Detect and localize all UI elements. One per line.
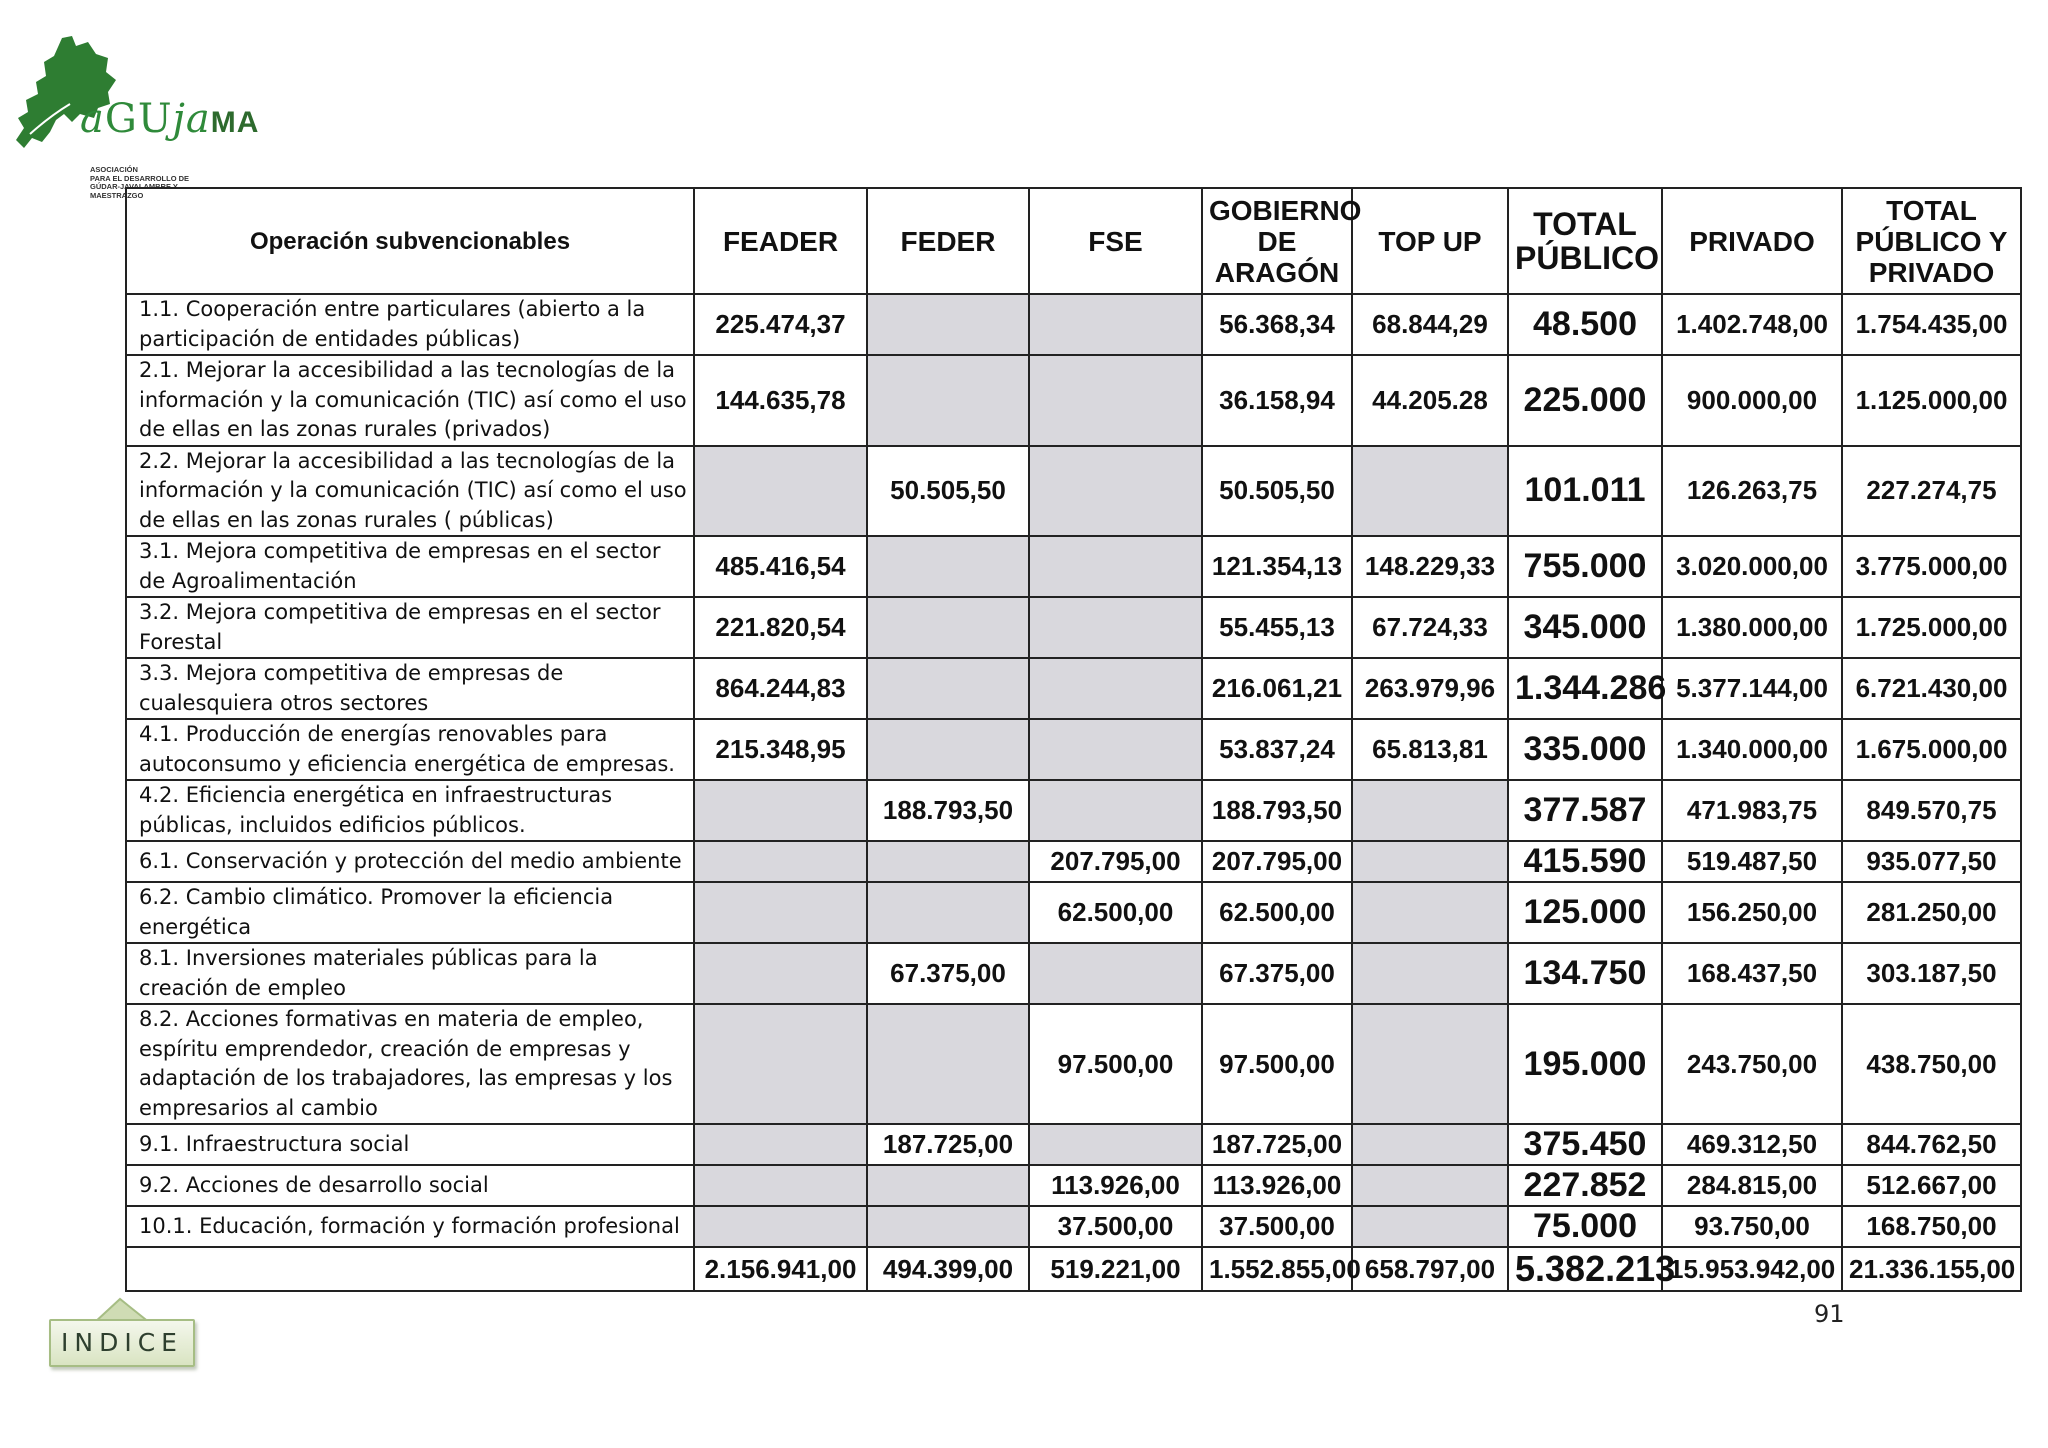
- cell-gobierno: 187.725,00: [1202, 1124, 1352, 1165]
- cell-privado: 93.750,00: [1662, 1206, 1842, 1247]
- cell-privado: 243.750,00: [1662, 1004, 1842, 1124]
- cell-total: 168.750,00: [1842, 1206, 2021, 1247]
- cell-fse: [1029, 294, 1202, 355]
- operation-label: 9.1. Infraestructura social: [126, 1124, 694, 1165]
- cell-privado: 126.263,75: [1662, 446, 1842, 537]
- total-total: 21.336.155,00: [1842, 1247, 2021, 1291]
- cell-total: 1.754.435,00: [1842, 294, 2021, 355]
- cell-feder: 67.375,00: [867, 943, 1029, 1004]
- operation-label: 6.1. Conservación y protección del medio ambiente: [126, 841, 694, 882]
- cell-feder: [867, 882, 1029, 943]
- cell-fse: 37.500,00: [1029, 1206, 1202, 1247]
- cell-feder: [867, 658, 1029, 719]
- total-topup: 658.797,00: [1352, 1247, 1508, 1291]
- cell-fse: 97.500,00: [1029, 1004, 1202, 1124]
- cell-fse: [1029, 1124, 1202, 1165]
- cell-topup: [1352, 841, 1508, 882]
- cell-gobierno: 216.061,21: [1202, 658, 1352, 719]
- cell-gobierno: 55.455,13: [1202, 597, 1352, 658]
- cell-feder: [867, 841, 1029, 882]
- operation-label: 4.2. Eficiencia energética en infraestructuras públicas, incluidos edificios públicos.: [126, 780, 694, 841]
- cell-feder: [867, 597, 1029, 658]
- cell-total-publico: 377.587: [1508, 780, 1662, 841]
- cell-total-publico: 225.000: [1508, 355, 1662, 446]
- operation-label: 2.1. Mejorar la accesibilidad a las tecnologías de la información y la comunicación (TIC) así como el uso de ellas en las zonas rurales (privados): [126, 355, 694, 446]
- indice-button-label: INDICE: [49, 1319, 195, 1367]
- total-feader: 2.156.941,00: [694, 1247, 867, 1291]
- table-row: [126, 1124, 2021, 1165]
- cell-total: 1.725.000,00: [1842, 597, 2021, 658]
- total-fse: 519.221,00: [1029, 1247, 1202, 1291]
- cell-total-publico: 195.000: [1508, 1004, 1662, 1124]
- cell-total-publico: 101.011: [1508, 446, 1662, 537]
- cell-fse: [1029, 355, 1202, 446]
- cell-fse: [1029, 943, 1202, 1004]
- cell-gobierno: 67.375,00: [1202, 943, 1352, 1004]
- cell-privado: 1.380.000,00: [1662, 597, 1842, 658]
- cell-topup: 68.844,29: [1352, 294, 1508, 355]
- table-row: [126, 882, 2021, 943]
- cell-feader: [694, 1165, 867, 1206]
- cell-total-publico: 1.344.286: [1508, 658, 1662, 719]
- cell-gobierno: 53.837,24: [1202, 719, 1352, 780]
- cell-total: 849.570,75: [1842, 780, 2021, 841]
- cell-fse: [1029, 719, 1202, 780]
- table-row: [126, 536, 2021, 597]
- cell-topup: 44.205.28: [1352, 355, 1508, 446]
- cell-feder: [867, 294, 1029, 355]
- operation-label: 6.2. Cambio climático. Promover la eficiencia energética: [126, 882, 694, 943]
- cell-total: 935.077,50: [1842, 841, 2021, 882]
- cell-feader: [694, 841, 867, 882]
- cell-feader: 225.474,37: [694, 294, 867, 355]
- cell-feder: [867, 1004, 1029, 1124]
- header-total-publico: TOTAL PÚBLICO: [1508, 188, 1662, 294]
- cell-feder: [867, 1165, 1029, 1206]
- totals-label-cell: [126, 1247, 694, 1291]
- operation-label: 3.2. Mejora competitiva de empresas en el sector Forestal: [126, 597, 694, 658]
- cell-topup: [1352, 1124, 1508, 1165]
- cell-privado: 156.250,00: [1662, 882, 1842, 943]
- cell-total: 844.762,50: [1842, 1124, 2021, 1165]
- cell-privado: 168.437,50: [1662, 943, 1842, 1004]
- cell-privado: 1.402.748,00: [1662, 294, 1842, 355]
- cell-privado: 900.000,00: [1662, 355, 1842, 446]
- operation-label: 9.2. Acciones de desarrollo social: [126, 1165, 694, 1206]
- header-total-publico-privado: TOTAL PÚBLICO Y PRIVADO: [1842, 188, 2021, 294]
- table-row: [126, 780, 2021, 841]
- operation-label: 8.1. Inversiones materiales públicas para la creación de empleo: [126, 943, 694, 1004]
- cell-feader: [694, 1004, 867, 1124]
- cell-fse: [1029, 446, 1202, 537]
- table-row: [126, 294, 2021, 355]
- cell-privado: 1.340.000,00: [1662, 719, 1842, 780]
- operation-label: 10.1. Educación, formación y formación profesional: [126, 1206, 694, 1247]
- cell-gobierno: 207.795,00: [1202, 841, 1352, 882]
- cell-total-publico: 375.450: [1508, 1124, 1662, 1165]
- header-top-up: TOP UP: [1352, 188, 1508, 294]
- cell-feader: [694, 1206, 867, 1247]
- table-row: [126, 658, 2021, 719]
- cell-feader: [694, 943, 867, 1004]
- cell-fse: [1029, 658, 1202, 719]
- cell-topup: 65.813,81: [1352, 719, 1508, 780]
- aguja-ma-logo: [10, 34, 260, 200]
- total-total-publico: 5.382.213: [1508, 1247, 1662, 1291]
- cell-total-publico: 335.000: [1508, 719, 1662, 780]
- budget-table: [125, 187, 2022, 1292]
- table-row: [126, 597, 2021, 658]
- cell-gobierno: 113.926,00: [1202, 1165, 1352, 1206]
- header-operacion: Operación subvencionables: [126, 188, 694, 294]
- cell-gobierno: 37.500,00: [1202, 1206, 1352, 1247]
- header-fse: FSE: [1029, 188, 1202, 294]
- cell-fse: 207.795,00: [1029, 841, 1202, 882]
- cell-feader: 485.416,54: [694, 536, 867, 597]
- cell-topup: 67.724,33: [1352, 597, 1508, 658]
- cell-privado: 471.983,75: [1662, 780, 1842, 841]
- cell-topup: [1352, 780, 1508, 841]
- cell-total-publico: 755.000: [1508, 536, 1662, 597]
- table-header-row: [126, 188, 2021, 294]
- table-row: [126, 719, 2021, 780]
- table-row: [126, 1206, 2021, 1247]
- total-privado: 15.953.942,00: [1662, 1247, 1842, 1291]
- cell-feder: [867, 719, 1029, 780]
- cell-feader: 215.348,95: [694, 719, 867, 780]
- cell-feader: 864.244,83: [694, 658, 867, 719]
- cell-total-publico: 134.750: [1508, 943, 1662, 1004]
- cell-topup: [1352, 1004, 1508, 1124]
- cell-feder: [867, 536, 1029, 597]
- cell-privado: 519.487,50: [1662, 841, 1842, 882]
- cell-feder: 50.505,50: [867, 446, 1029, 537]
- cell-privado: 5.377.144,00: [1662, 658, 1842, 719]
- operation-label: 1.1. Cooperación entre particulares (abierto a la participación de entidades públicas): [126, 294, 694, 355]
- cell-feader: [694, 882, 867, 943]
- cell-gobierno: 62.500,00: [1202, 882, 1352, 943]
- cell-gobierno: 36.158,94: [1202, 355, 1352, 446]
- cell-total: 3.775.000,00: [1842, 536, 2021, 597]
- cell-fse: [1029, 780, 1202, 841]
- cell-total: 227.274,75: [1842, 446, 2021, 537]
- cell-total: 1.675.000,00: [1842, 719, 2021, 780]
- table-row: [126, 1165, 2021, 1206]
- cell-total-publico: 345.000: [1508, 597, 1662, 658]
- cell-feder: [867, 355, 1029, 446]
- cell-total-publico: 227.852: [1508, 1165, 1662, 1206]
- cell-total: 438.750,00: [1842, 1004, 2021, 1124]
- cell-gobierno: 50.505,50: [1202, 446, 1352, 537]
- total-gobierno: 1.552.855,00: [1202, 1247, 1352, 1291]
- cell-fse: [1029, 597, 1202, 658]
- operation-label: 3.1. Mejora competitiva de empresas en el sector de Agroalimentación: [126, 536, 694, 597]
- cell-feader: [694, 446, 867, 537]
- cell-total: 1.125.000,00: [1842, 355, 2021, 446]
- cell-total-publico: 75.000: [1508, 1206, 1662, 1247]
- cell-total: 6.721.430,00: [1842, 658, 2021, 719]
- cell-gobierno: 97.500,00: [1202, 1004, 1352, 1124]
- table-row: [126, 943, 2021, 1004]
- table-row: [126, 841, 2021, 882]
- cell-feder: [867, 1206, 1029, 1247]
- cell-topup: 148.229,33: [1352, 536, 1508, 597]
- cell-feader: [694, 780, 867, 841]
- totals-row: [126, 1247, 2021, 1291]
- cell-topup: [1352, 1206, 1508, 1247]
- cell-topup: [1352, 446, 1508, 537]
- cell-feader: [694, 1124, 867, 1165]
- cell-feader: 221.820,54: [694, 597, 867, 658]
- cell-total: 512.667,00: [1842, 1165, 2021, 1206]
- cell-feder: 187.725,00: [867, 1124, 1029, 1165]
- cell-fse: [1029, 536, 1202, 597]
- indice-button[interactable]: [46, 1297, 196, 1367]
- table-row: [126, 355, 2021, 446]
- header-feader: FEADER: [694, 188, 867, 294]
- cell-topup: [1352, 882, 1508, 943]
- table-row: [126, 446, 2021, 537]
- cell-total: 303.187,50: [1842, 943, 2021, 1004]
- cell-privado: 469.312,50: [1662, 1124, 1842, 1165]
- cell-privado: 284.815,00: [1662, 1165, 1842, 1206]
- logo-wordmark: aGUjaMA: [80, 96, 260, 142]
- operation-label: 3.3. Mejora competitiva de empresas de cualesquiera otros sectores: [126, 658, 694, 719]
- cell-feder: 188.793,50: [867, 780, 1029, 841]
- cell-total: 281.250,00: [1842, 882, 2021, 943]
- header-feder: FEDER: [867, 188, 1029, 294]
- cell-total-publico: 48.500: [1508, 294, 1662, 355]
- logo-subtitle: ASOCIACIÓN PARA EL DESARROLLO DE GÚDAR-JAVALAMBRE Y MAESTRAZGO: [90, 165, 190, 200]
- header-gobierno-aragon: GOBIERNO DE ARAGÓN: [1202, 188, 1352, 294]
- cell-total-publico: 125.000: [1508, 882, 1662, 943]
- cell-privado: 3.020.000,00: [1662, 536, 1842, 597]
- cell-topup: [1352, 943, 1508, 1004]
- operation-label: 2.2. Mejorar la accesibilidad a las tecnologías de la información y la comunicación (TIC) así como el uso de ellas en las zonas rurales ( públicas): [126, 446, 694, 537]
- page-number: 91: [1814, 1300, 1845, 1328]
- cell-total-publico: 415.590: [1508, 841, 1662, 882]
- cell-fse: 62.500,00: [1029, 882, 1202, 943]
- operation-label: 4.1. Producción de energías renovables para autoconsumo y eficiencia energética de empresas.: [126, 719, 694, 780]
- cell-gobierno: 188.793,50: [1202, 780, 1352, 841]
- total-feder: 494.399,00: [867, 1247, 1029, 1291]
- cell-gobierno: 121.354,13: [1202, 536, 1352, 597]
- cell-fse: 113.926,00: [1029, 1165, 1202, 1206]
- cell-topup: [1352, 1165, 1508, 1206]
- cell-topup: 263.979,96: [1352, 658, 1508, 719]
- header-privado: PRIVADO: [1662, 188, 1842, 294]
- cell-feader: 144.635,78: [694, 355, 867, 446]
- table-row: [126, 1004, 2021, 1124]
- cell-gobierno: 56.368,34: [1202, 294, 1352, 355]
- operation-label: 8.2. Acciones formativas en materia de empleo, espíritu emprendedor, creación de empresas y adaptación de los trabajadores, las empresas y los empresarios al cambio: [126, 1004, 694, 1124]
